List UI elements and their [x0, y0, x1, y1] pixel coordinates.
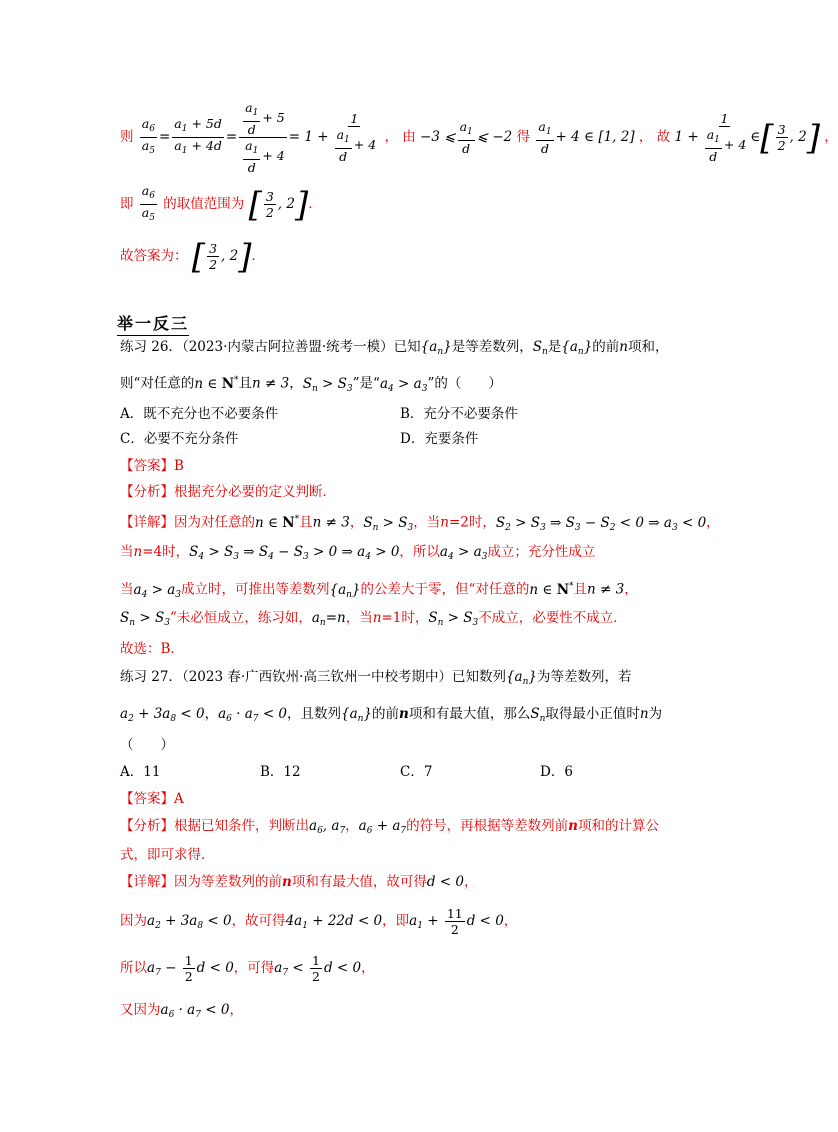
ex26-option-c: C．必要不充分条件	[120, 431, 239, 447]
ex26-detail-3: 当$a_4 > a_3$成立时，可推出等差数列$\{a_n\}$的公差大于零，但“对任意的n ∈ N*且n ≠ 3，	[120, 581, 638, 600]
text-range: 的取值范围为	[163, 196, 245, 212]
ex26-detail-2: 当n=4时，$S_4 > S_3$ ⇒ $S_4 - S_3 > 0$ ⇒ $a_4 > 0$，所以$a_4 > a_3$成立；充分性成立	[120, 544, 596, 562]
ex27-analysis-2: 式，即可求得．	[120, 847, 215, 863]
ex27-option-b: B．12	[260, 764, 301, 780]
ex26-option-b: B．充分不必要条件	[400, 406, 518, 422]
ex26-detail-1: 【详解】因为对任意的n ∈ N*且n ≠ 3，$S_n > S_3$，当n=2时，$S_2 > S_3$ ⇒ $S_3 - S_2 < 0$ ⇒ $a_3 < 0$，	[120, 514, 720, 533]
prev-solution-line-1: 则 $\frac{a_6}{a_5}$ = $\frac{a_1 + 5d}{a_1 + 4d}$ = $\frac{a_1}{d}$ + 5 $\frac{a_1}{d}$ + 4 = 1 + 1 $\frac{a_1}{d}$ + 4 ， 由 −3 ⩽ $\frac{a_1}{d}$ ⩽ −2 得 $\frac{a_1}{d}$ + 4 ∈ [1, 2] ， 故 1 + 1 $\frac{a_1}{d}$ + 4 ∈[ $\frac{3}{2}$ , 2] ，	[120, 100, 838, 175]
ex26-title: 练习 26．（2023·内蒙古阿拉善盟·统考一模）已知$\{a_n\}$是等差数列，$S_n$是$\{a_n\}$的前n项和，	[120, 339, 669, 357]
ex26-answer: 【答案】B	[120, 458, 184, 474]
ex26-detail-4: $S_n > S_3$”未必恒成立，练习如，$a_n=n$，当n=1时，$S_n > S_3$不成立，必要性不成立．	[120, 610, 627, 628]
ex27-detail-2: 因为$a_2 + 3a_8 < 0$，故可得$4a_1 + 22d < 0$，即$a_1$ + $\frac{11}{2}$ d < 0，	[120, 906, 518, 937]
text-you: 由	[402, 129, 416, 145]
ex26-option-d: D．充要条件	[400, 431, 479, 447]
ex26-option-a: A．既不充分也不必要条件	[120, 406, 279, 422]
text-gu: 故	[656, 129, 671, 145]
ex27-paren: （ ）	[120, 737, 174, 753]
ex27-analysis-1: 【分析】根据已知条件，判断出$a_6$, $a_7$，$a_6 + a_7$的符号，再根据等差数列前n项和的计算公	[120, 818, 659, 836]
text-ji: 即	[120, 196, 134, 212]
text-answer-label: 故答案为：	[120, 248, 188, 264]
ex27-option-a: A．11	[120, 764, 161, 780]
ex27-answer: 【答案】A	[120, 791, 184, 807]
section-heading: 举一反三	[117, 311, 189, 336]
prev-solution-line-2: 即 $\frac{a_6}{a_5}$ 的取值范围为 [ $\frac{3}{2}$ , 2]．	[120, 183, 322, 225]
ex27-option-d: D．6	[540, 764, 573, 780]
prev-answer-line: 故答案为： [ $\frac{3}{2}$ , 2]．	[120, 236, 265, 277]
ex26-analysis: 【分析】根据充分必要的定义判断．	[120, 484, 336, 500]
ex27-detail-4: 又因为$a_6 \cdot a_7 < 0$，	[120, 1002, 243, 1020]
ex27-option-c: C．7	[400, 764, 433, 780]
ex27-condition: $a_2 + 3a_8 < 0$，$a_6 \cdot a_7 < 0$，且数列$\{a_n\}$的前n项和有最大值，那么$S_n$取得最小正值时n为	[120, 706, 663, 724]
ex27-detail-3: 所以$a_7$ − $\frac{1}{2}$ d < 0，可得$a_7$ < $\frac{1}{2}$ d < 0，	[120, 953, 375, 984]
ex27-title: 练习 27．（2023 春·广西钦州·高三钦州一中校考期中）已知数列$\{a_n\}$为等差数列，若	[120, 669, 632, 687]
ex26-condition: 则“对任意的n ∈ N*且n ≠ 3，$S_n > S_3$”是“$a_4 > a_3$”的（ ）	[120, 375, 502, 394]
text-de: 得	[516, 129, 531, 145]
ex26-conclusion: 故选：B．	[120, 641, 184, 657]
ex27-detail-1: 【详解】因为等差数列的前n项和有最大值，故可得d < 0，	[120, 874, 478, 890]
text-ze: 则	[120, 129, 134, 145]
